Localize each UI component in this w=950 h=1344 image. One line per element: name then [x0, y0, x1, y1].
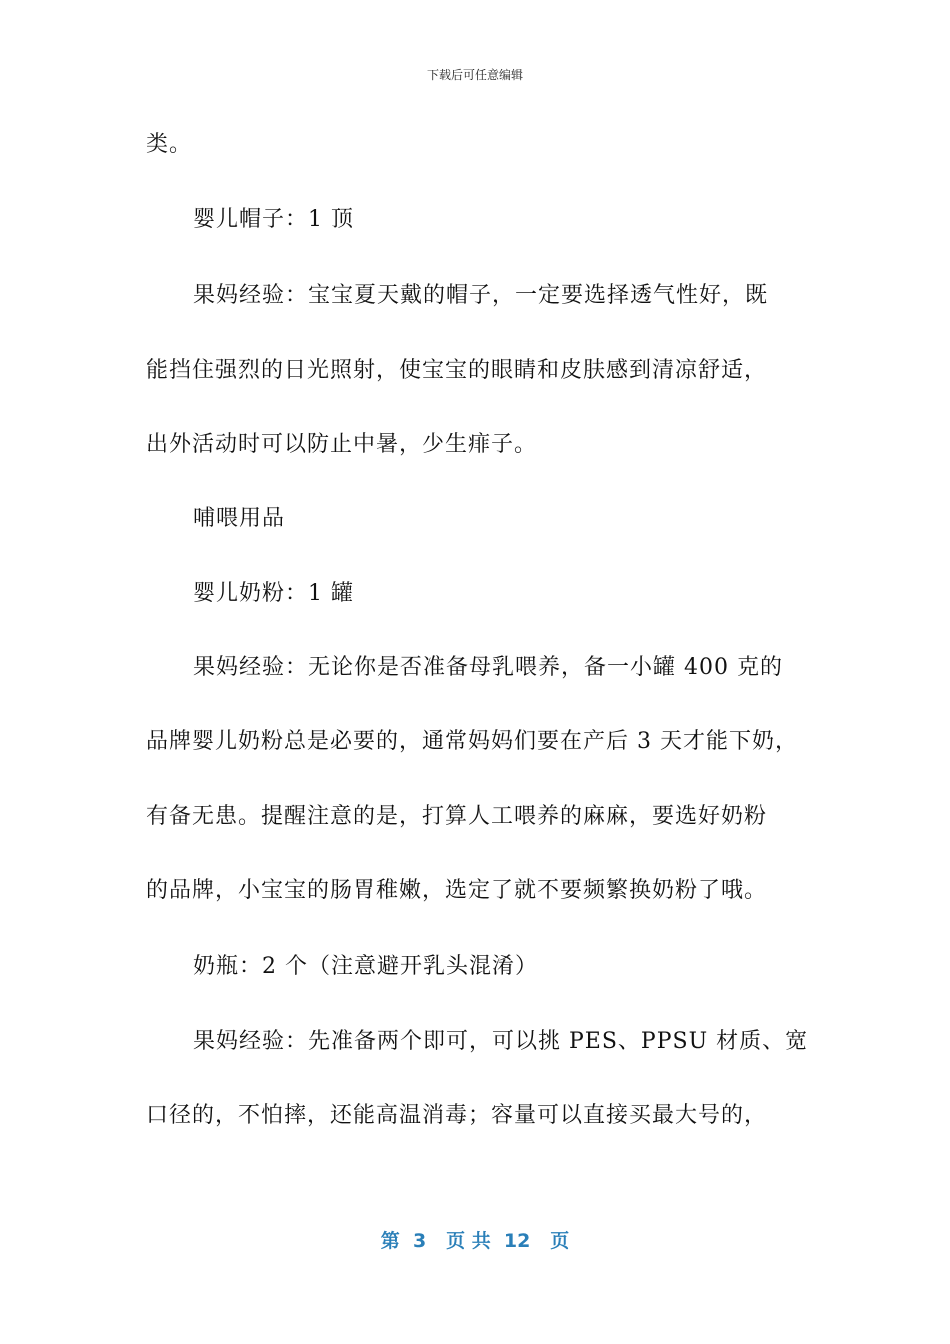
- text-line: 果妈经验：无论你是否准备母乳喂养，备一小罐 400 克的: [193, 655, 783, 680]
- text-line: 的品牌，小宝宝的肠胃稚嫩，选定了就不要频繁换奶粉了哦。: [146, 878, 768, 903]
- text-line: 果妈经验：宝宝夏天戴的帽子，一定要选择透气性好，既: [193, 283, 769, 308]
- page-header: 下载后可任意编辑: [426, 68, 523, 82]
- text-line: 有备无患。提醒注意的是，打算人工喂养的麻麻，要选好奶粉: [146, 804, 768, 829]
- page-number-footer: 第 3 页 共 12 页: [380, 1230, 570, 1252]
- text-line: 奶瓶：2 个（注意避开乳头混淆）: [193, 954, 538, 979]
- text-line: 婴儿帽子：1 顶: [193, 207, 354, 232]
- text-line: 婴儿奶粉：1 罐: [193, 581, 354, 606]
- text-line: 能挡住强烈的日光照射，使宝宝的眼睛和皮肤感到清凉舒适，: [146, 358, 768, 383]
- text-line: 果妈经验：先准备两个即可，可以挑 PES、PPSU 材质、宽: [193, 1029, 809, 1054]
- text-line: 出外活动时可以防止中暑，少生痱子。: [146, 432, 538, 457]
- text-line: 类。: [146, 132, 193, 157]
- text-line: 口径的，不怕摔，还能高温消毒；容量可以直接买最大号的，: [146, 1103, 768, 1128]
- text-line: 品牌婴儿奶粉总是必要的，通常妈妈们要在产后 3 天才能下奶，: [146, 729, 798, 754]
- section-heading: 哺喂用品: [193, 506, 286, 531]
